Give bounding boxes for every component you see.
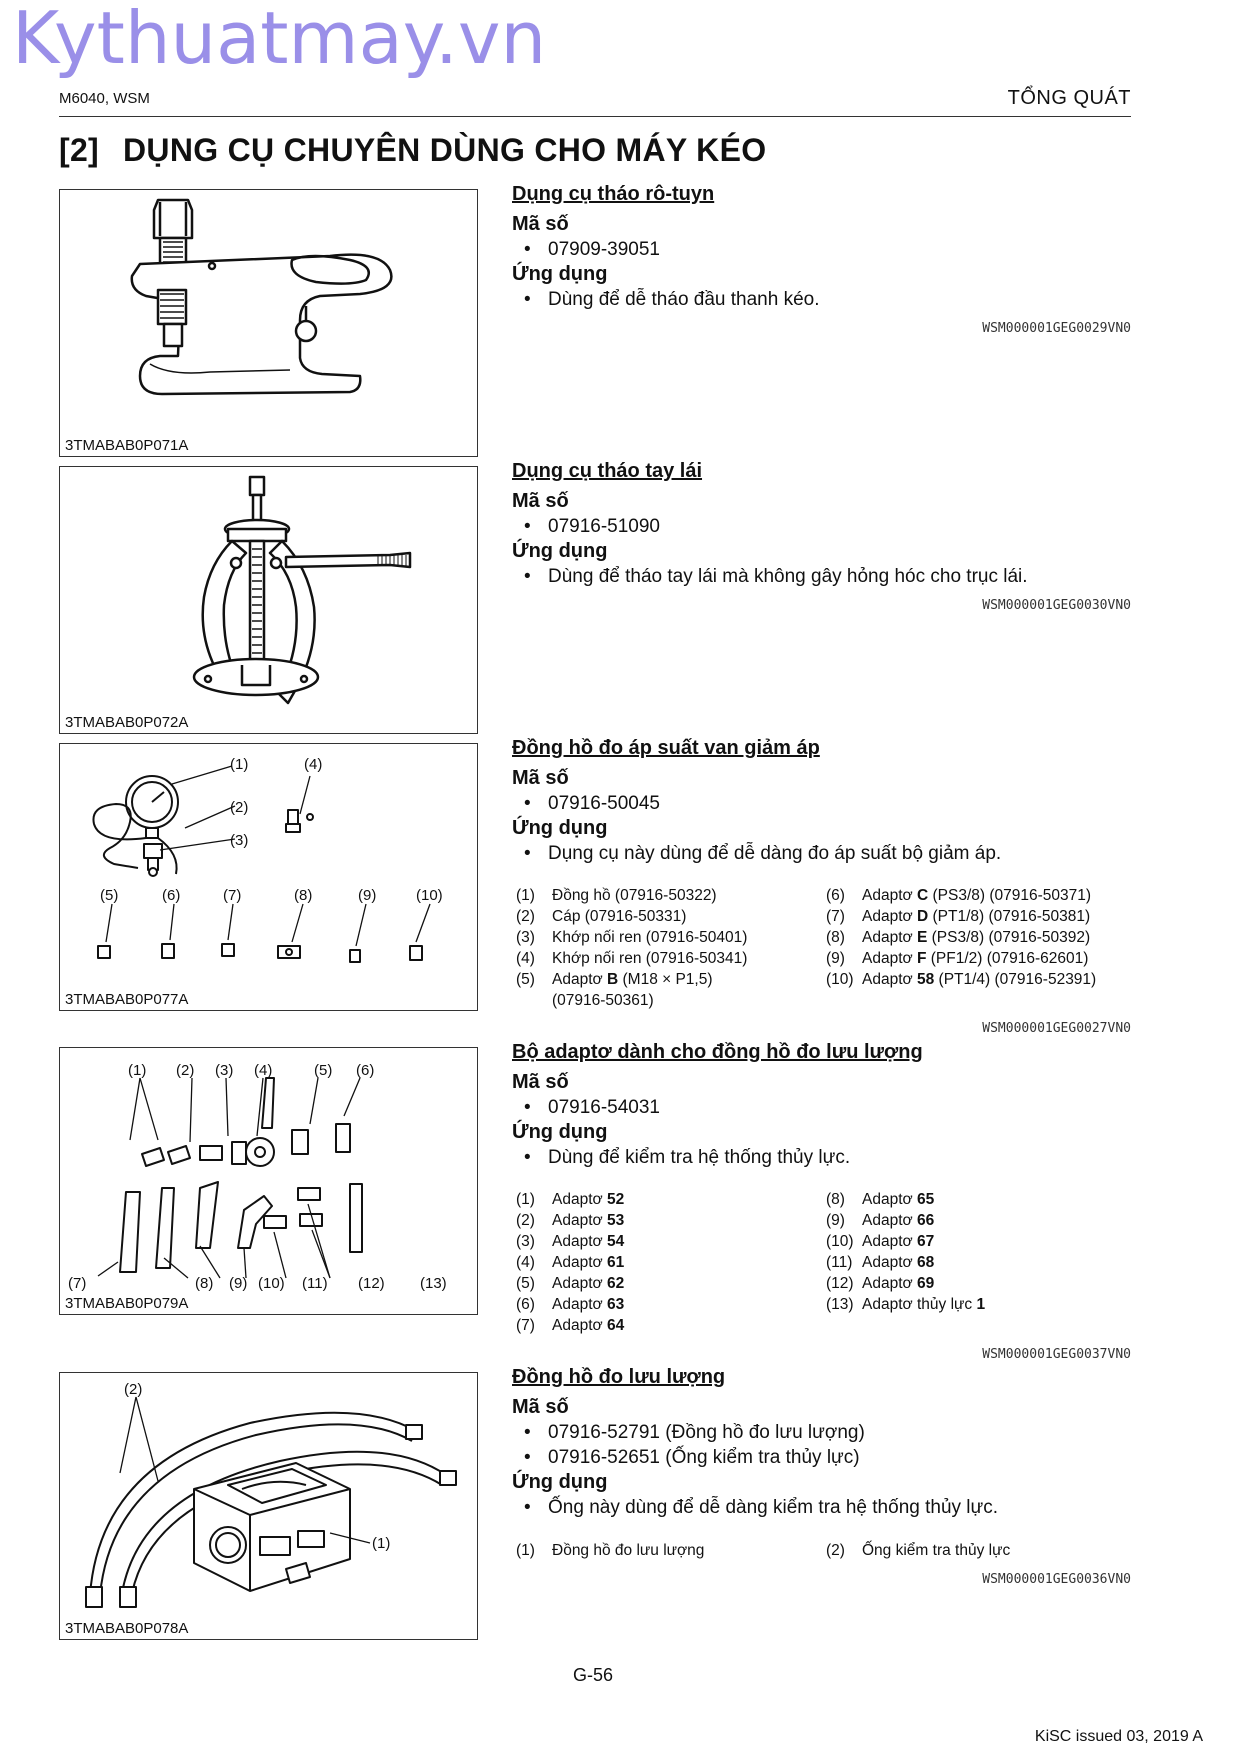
code-value: 07916-52651 (Ống kiểm tra thủy lực) — [548, 1447, 860, 1468]
legend-item — [516, 1189, 624, 1210]
code-item — [512, 1420, 1132, 1445]
callout-9: (9) — [229, 1275, 248, 1292]
legend-number: (8) — [826, 1191, 845, 1208]
callout-2: (2) — [230, 799, 249, 816]
legend-number: (13) — [826, 1296, 854, 1313]
callout-11: (11) — [302, 1275, 328, 1292]
code-value: 07909-39051 — [548, 239, 660, 260]
bullet: • — [524, 843, 531, 864]
legend-text: (07916-50361) — [552, 992, 654, 1009]
code-label: Mã số — [512, 1071, 569, 1093]
legend-item — [516, 1231, 624, 1252]
legend-item — [826, 969, 1096, 990]
legend-text: Adaptơ — [862, 950, 917, 967]
legend-number: (12) — [826, 1275, 854, 1292]
legend-number: (9) — [826, 1212, 845, 1229]
bullet: • — [524, 1097, 531, 1118]
legend-text: Adaptơ — [862, 1233, 917, 1250]
code-label: Mã số — [512, 213, 569, 235]
legend-item — [826, 927, 1096, 948]
legend-text-post: (PS3/8) (07916-50392) — [927, 929, 1091, 946]
legend-text: Adaptơ — [862, 1254, 917, 1271]
callout-7: (7) — [223, 887, 242, 904]
application-text: Dụng cụ này dùng để dễ dàng đo áp suất bộ giảm áp. — [548, 843, 1002, 864]
figure-ball-joint-remover — [59, 189, 478, 457]
legend-bold: 58 — [916, 971, 935, 988]
legend-item — [826, 1540, 1010, 1561]
legend-text: Đồng hồ (07916-50322) — [552, 887, 717, 904]
figure-code: 3TMABAB0P071A — [65, 437, 189, 454]
legend-bold: 61 — [606, 1254, 625, 1271]
legend-item — [516, 990, 747, 1011]
code-item — [512, 237, 1132, 262]
legend-item — [516, 885, 747, 906]
legend-text: Adaptơ — [862, 1212, 917, 1229]
callout-8: (8) — [195, 1275, 214, 1292]
figure-code: 3TMABAB0P078A — [65, 1620, 189, 1637]
figure-code: 3TMABAB0P077A — [65, 991, 189, 1008]
legend-text: Adaptơ — [862, 908, 917, 925]
figure-code: 3TMABAB0P079A — [65, 1295, 189, 1312]
callout-13: (13) — [420, 1275, 447, 1292]
reference-code: WSM000001GEG0029VN0 — [982, 321, 1131, 336]
reference-code: WSM000001GEG0037VN0 — [982, 1347, 1131, 1362]
legend-item — [516, 1273, 624, 1294]
title-number: [2] — [59, 132, 100, 168]
legend-number: (3) — [516, 929, 535, 946]
legend-item — [516, 1294, 624, 1315]
legend-text: Đồng hồ đo lưu lượng — [552, 1542, 705, 1559]
legend-number: (7) — [826, 908, 845, 925]
legend-item — [826, 1210, 985, 1231]
legend-item — [826, 1252, 985, 1273]
callout-4: (4) — [254, 1062, 273, 1079]
code-label: Mã số — [512, 1396, 569, 1418]
legend-number: (4) — [516, 950, 535, 967]
section-flowmeter — [512, 1366, 1132, 1520]
legend-text: Adaptơ — [552, 1233, 607, 1250]
flowmeter-illustration — [60, 1373, 477, 1639]
section-flowmeter-adaptor-set — [512, 1041, 1132, 1170]
legend-left-column — [516, 1189, 624, 1336]
bullet: • — [524, 516, 531, 537]
legend-number: (10) — [826, 971, 854, 988]
legend-item — [516, 1210, 624, 1231]
callout-6: (6) — [162, 887, 181, 904]
application-label: Ứng dụng — [512, 817, 608, 839]
application-text: Dùng để tháo tay lái mà không gây hỏng hóc cho trục lái. — [548, 566, 1028, 587]
figure-flowmeter — [59, 1372, 478, 1640]
legend-bold: 54 — [606, 1233, 625, 1250]
header-section: TỔNG QUÁT — [1007, 87, 1131, 109]
figure-code: 3TMABAB0P072A — [65, 714, 189, 731]
code-label: Mã số — [512, 767, 569, 789]
application-label: Ứng dụng — [512, 1471, 608, 1493]
bullet: • — [524, 1147, 531, 1168]
legend-item — [826, 885, 1096, 906]
legend-bold: C — [916, 887, 929, 904]
legend-text-post: (PF1/2) (07916-62601) — [926, 950, 1089, 967]
legend-number: (11) — [826, 1254, 853, 1271]
callout-2: (2) — [176, 1062, 195, 1079]
legend-bold: 52 — [606, 1191, 625, 1208]
callout-1: (1) — [128, 1062, 147, 1079]
legend-number: (1) — [516, 887, 535, 904]
section-steering-wheel-puller — [512, 460, 1132, 589]
section-title: Đồng hồ đo áp suất van giảm áp — [512, 737, 820, 759]
legend-left-column — [516, 1540, 704, 1561]
legend-number: (7) — [516, 1317, 535, 1334]
legend-text: Adaptơ — [552, 1212, 607, 1229]
bullet: • — [524, 1447, 531, 1468]
legend-right-column — [826, 1540, 1010, 1561]
code-value: 07916-52791 (Đồng hồ đo lưu lượng) — [548, 1422, 865, 1443]
code-item — [512, 791, 1132, 816]
callout-5: (5) — [314, 1062, 333, 1079]
section-relief-valve-gauge — [512, 737, 1132, 866]
code-item — [512, 514, 1132, 539]
reference-code: WSM000001GEG0027VN0 — [982, 1021, 1131, 1036]
legend-item — [516, 906, 747, 927]
application-item — [512, 841, 1132, 866]
legend-text-post: (PT1/4) (07916-52391) — [934, 971, 1097, 988]
legend-right-column — [826, 1189, 985, 1315]
legend-bold: 1 — [976, 1296, 986, 1313]
application-item — [512, 1495, 1132, 1520]
code-value: 07916-50045 — [548, 793, 660, 814]
legend-left-column — [516, 885, 747, 1011]
bullet: • — [524, 289, 531, 310]
bullet: • — [524, 1422, 531, 1443]
legend-bold: 53 — [606, 1212, 625, 1229]
legend-number: (10) — [826, 1233, 854, 1250]
relief-valve-gauge-illustration — [60, 744, 477, 1010]
legend-number: (6) — [516, 1296, 535, 1313]
callout-1: (1) — [230, 756, 249, 773]
figure-relief-valve-gauge — [59, 743, 478, 1011]
legend-number: (1) — [516, 1191, 535, 1208]
application-label: Ứng dụng — [512, 263, 608, 285]
legend-right-column — [826, 885, 1096, 990]
legend-bold: 63 — [606, 1296, 625, 1313]
section-title: Dụng cụ tháo rô-tuyn — [512, 183, 715, 205]
legend-number: (6) — [826, 887, 845, 904]
legend-bold: F — [916, 950, 927, 967]
legend-text: Adaptơ — [552, 1275, 607, 1292]
bullet: • — [524, 566, 531, 587]
callout-3: (3) — [230, 832, 249, 849]
legend-item — [516, 1252, 624, 1273]
legend-number: (9) — [826, 950, 845, 967]
callout-12: (12) — [358, 1275, 385, 1292]
bullet: • — [524, 239, 531, 260]
section-title: Đồng hồ đo lưu lượng — [512, 1366, 726, 1388]
legend-item — [826, 1231, 985, 1252]
callout-5: (5) — [100, 887, 119, 904]
section-ball-joint-remover — [512, 183, 1132, 312]
code-label: Mã số — [512, 490, 569, 512]
legend-text: Adaptơ — [862, 929, 917, 946]
legend-bold: 67 — [916, 1233, 935, 1250]
legend-bold: 68 — [916, 1254, 935, 1271]
legend-item — [516, 948, 747, 969]
legend-text: Adaptơ — [552, 1296, 607, 1313]
application-item — [512, 564, 1132, 589]
bullet: • — [524, 1497, 531, 1518]
page-number: G-56 — [573, 1665, 614, 1685]
legend-number: (5) — [516, 971, 535, 988]
application-text: Dùng để dễ tháo đầu thanh kéo. — [548, 289, 820, 310]
legend-text: Khớp nối ren (07916-50401) — [552, 929, 748, 946]
legend-text: Adaptơ — [862, 1191, 917, 1208]
legend-bold: E — [916, 929, 928, 946]
callout-4: (4) — [304, 756, 323, 773]
legend-number: (8) — [826, 929, 845, 946]
section-title: Dụng cụ tháo tay lái — [512, 460, 703, 482]
legend-text: Adaptơ — [862, 971, 917, 988]
legend-text: Ống kiểm tra thủy lực — [862, 1542, 1011, 1559]
legend-item — [516, 1540, 704, 1561]
ball-joint-remover-illustration — [60, 190, 477, 456]
legend-item — [826, 1273, 985, 1294]
callout-8: (8) — [294, 887, 313, 904]
application-item — [512, 287, 1132, 312]
application-item — [512, 1145, 1132, 1170]
reference-code: WSM000001GEG0036VN0 — [982, 1572, 1131, 1587]
figure-steering-wheel-puller — [59, 466, 478, 734]
section-title: Bộ adaptơ dành cho đồng hồ đo lưu lượng — [512, 1041, 923, 1063]
legend-text: Adaptơ — [862, 1275, 917, 1292]
legend-text: Adaptơ — [552, 971, 607, 988]
page-title — [59, 132, 766, 169]
legend-text-post: (PT1/8) (07916-50381) — [928, 908, 1091, 925]
legend-item — [826, 948, 1096, 969]
callout-3: (3) — [215, 1062, 234, 1079]
legend-item — [826, 1189, 985, 1210]
steering-wheel-puller-illustration — [60, 467, 477, 733]
code-item — [512, 1445, 1132, 1470]
callout-9: (9) — [358, 887, 377, 904]
legend-bold: D — [916, 908, 929, 925]
figure-flowmeter-adaptor-set — [59, 1047, 478, 1315]
issue-note: KiSC issued 03, 2019 A — [1034, 1728, 1203, 1745]
legend-text: Adaptơ — [862, 887, 917, 904]
legend-bold: 66 — [916, 1212, 935, 1229]
legend-bold: 62 — [606, 1275, 625, 1292]
legend-item — [826, 1294, 985, 1315]
legend-text-post: (M18 × P1,5) — [618, 971, 713, 988]
code-item — [512, 1095, 1132, 1120]
legend-bold: B — [606, 971, 619, 988]
legend-number: (4) — [516, 1254, 535, 1271]
callout-1: (1) — [372, 1535, 391, 1552]
callout-6: (6) — [356, 1062, 375, 1079]
callout-7: (7) — [68, 1275, 87, 1292]
legend-number: (2) — [516, 908, 535, 925]
flowmeter-adaptor-set-illustration — [60, 1048, 477, 1314]
legend-item — [516, 969, 747, 990]
legend-number: (3) — [516, 1233, 535, 1250]
application-label: Ứng dụng — [512, 1121, 608, 1143]
callout-2: (2) — [124, 1381, 143, 1398]
legend-number: (5) — [516, 1275, 535, 1292]
legend-number: (2) — [826, 1542, 845, 1559]
legend-bold: 64 — [606, 1317, 625, 1334]
legend-item — [516, 1315, 624, 1336]
legend-text: Adaptơ — [552, 1317, 607, 1334]
legend-text-post: (PS3/8) (07916-50371) — [928, 887, 1092, 904]
watermark: Kythuatmay.vn — [12, 0, 547, 80]
legend-bold: 69 — [916, 1275, 935, 1292]
bullet: • — [524, 793, 531, 814]
legend-number: (2) — [516, 1212, 535, 1229]
legend-text: Khớp nối ren (07916-50341) — [552, 950, 748, 967]
code-value: 07916-54031 — [548, 1097, 660, 1118]
callout-10: (10) — [258, 1275, 285, 1292]
application-text: Dùng để kiểm tra hệ thống thủy lực. — [548, 1147, 851, 1168]
code-value: 07916-51090 — [548, 516, 660, 537]
header-rule — [59, 116, 1131, 117]
reference-code: WSM000001GEG0030VN0 — [982, 598, 1131, 613]
legend-text: Adaptơ — [552, 1191, 607, 1208]
title-text: DỤNG CỤ CHUYÊN DÙNG CHO MÁY KÉO — [123, 132, 767, 168]
legend-text: Cáp (07916-50331) — [552, 908, 687, 925]
legend-text: Adaptơ thủy lực — [862, 1296, 977, 1313]
legend-number: (1) — [516, 1542, 535, 1559]
application-label: Ứng dụng — [512, 540, 608, 562]
application-text: Ống này dùng để dễ dàng kiểm tra hệ thống thủy lực. — [548, 1497, 999, 1518]
header-model: M6040, WSM — [59, 90, 150, 107]
legend-item — [516, 927, 747, 948]
legend-text: Adaptơ — [552, 1254, 607, 1271]
callout-10: (10) — [416, 887, 443, 904]
legend-item — [826, 906, 1096, 927]
legend-bold: 65 — [916, 1191, 935, 1208]
